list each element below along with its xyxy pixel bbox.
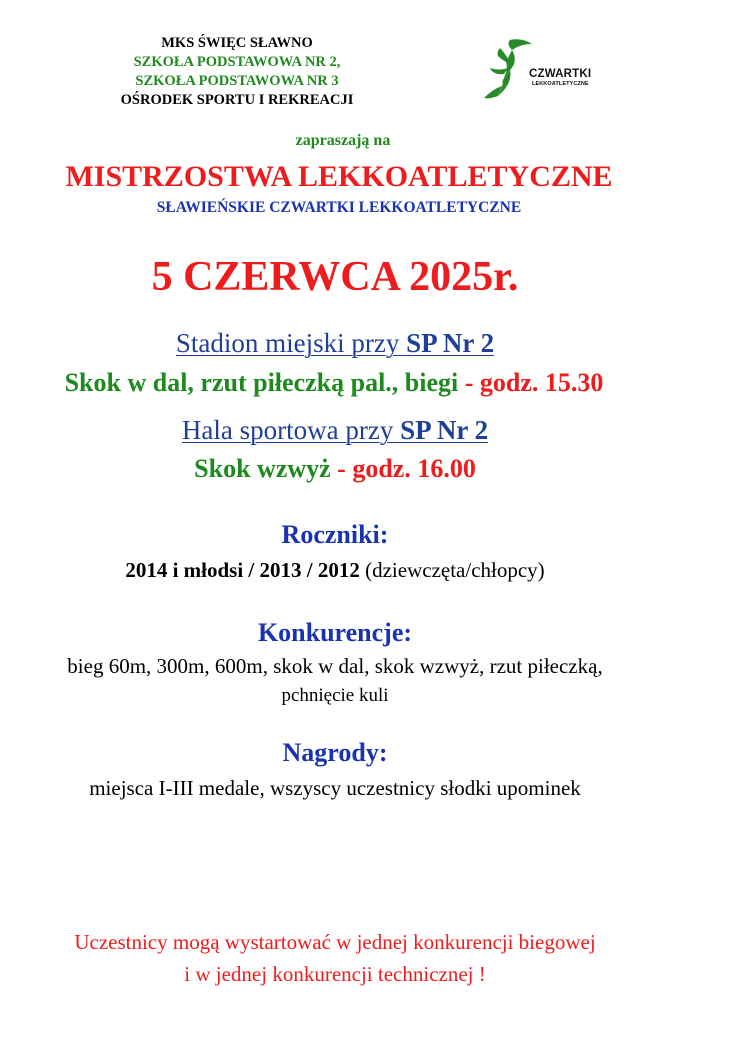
years-line (0, 560, 670, 581)
notice-line2: i w jednej konkurencji technicznej ! (184, 962, 486, 986)
invite-text: zapraszają na (295, 132, 391, 149)
logo-text-czwartki: CZWARTKI (529, 68, 592, 80)
organizers-block (82, 34, 392, 110)
organizer-sp3: SZKOŁA PODSTAWOWA NR 3 (135, 73, 339, 89)
organizer-osir: OŚRODEK SPORTU I REKREACJI (120, 92, 354, 108)
venue2-time: - godz. 16.00 (330, 454, 476, 483)
event-title: MISTRZOSTWA LEKKOATLETYCZNE (65, 160, 613, 193)
logo-text-lekkoatletyczne: LEKKOATLETYCZNE (532, 81, 589, 87)
prizes-text: miejsca I-III medale, wszyscy uczestnicy słodki upominek (89, 776, 581, 800)
organizer-mks: MKS ŚWIĘC SŁAWNO (161, 35, 313, 51)
venue1-prefix: Stadion miejski przy (175, 328, 407, 358)
competitions-line1: bieg 60m, 300m, 600m, skok w dal, skok wzwyż, rzut piłeczką, (67, 654, 603, 678)
organizer-sp2: SZKOŁA PODSTAWOWA NR 2, (133, 54, 341, 70)
years-note: (dziewczęta/chłopcy) (359, 558, 545, 582)
venue2-details (0, 456, 670, 482)
venue1-school: SP Nr 2 (406, 328, 495, 358)
venue2-name (0, 417, 670, 444)
venue2-school: SP Nr 2 (400, 415, 489, 445)
event-subtitle: SŁAWIEŃSKIE CZWARTKI LEKKOATLETYCZNE (156, 199, 522, 216)
venue1-name (0, 330, 670, 357)
notice-line1: Uczestnicy mogą wystartować w jednej konkurencji biegowej (74, 930, 596, 954)
venue2-prefix: Hala sportowa przy (181, 415, 401, 445)
venue1-time: - godz. 15.30 (458, 368, 604, 397)
years-values: 2014 i młodsi / 2013 / 2012 (125, 558, 360, 582)
venue1-link[interactable] (176, 328, 494, 358)
competitions-line2: pchnięcie kuli (281, 685, 389, 706)
competitions-heading: Konkurencje: (257, 618, 413, 647)
prizes-heading: Nagrody: (282, 738, 388, 767)
years-heading: Roczniki: (281, 520, 389, 549)
event-date: 5 CZERWCA 2025r. (151, 254, 519, 300)
venue2-link[interactable] (182, 415, 488, 445)
venue2-events: Skok wzwyż (194, 454, 331, 483)
venue1-details (0, 370, 668, 396)
czwartki-logo (482, 38, 622, 100)
venue1-events: Skok w dal, rzut piłeczką pal., biegi (64, 368, 459, 397)
